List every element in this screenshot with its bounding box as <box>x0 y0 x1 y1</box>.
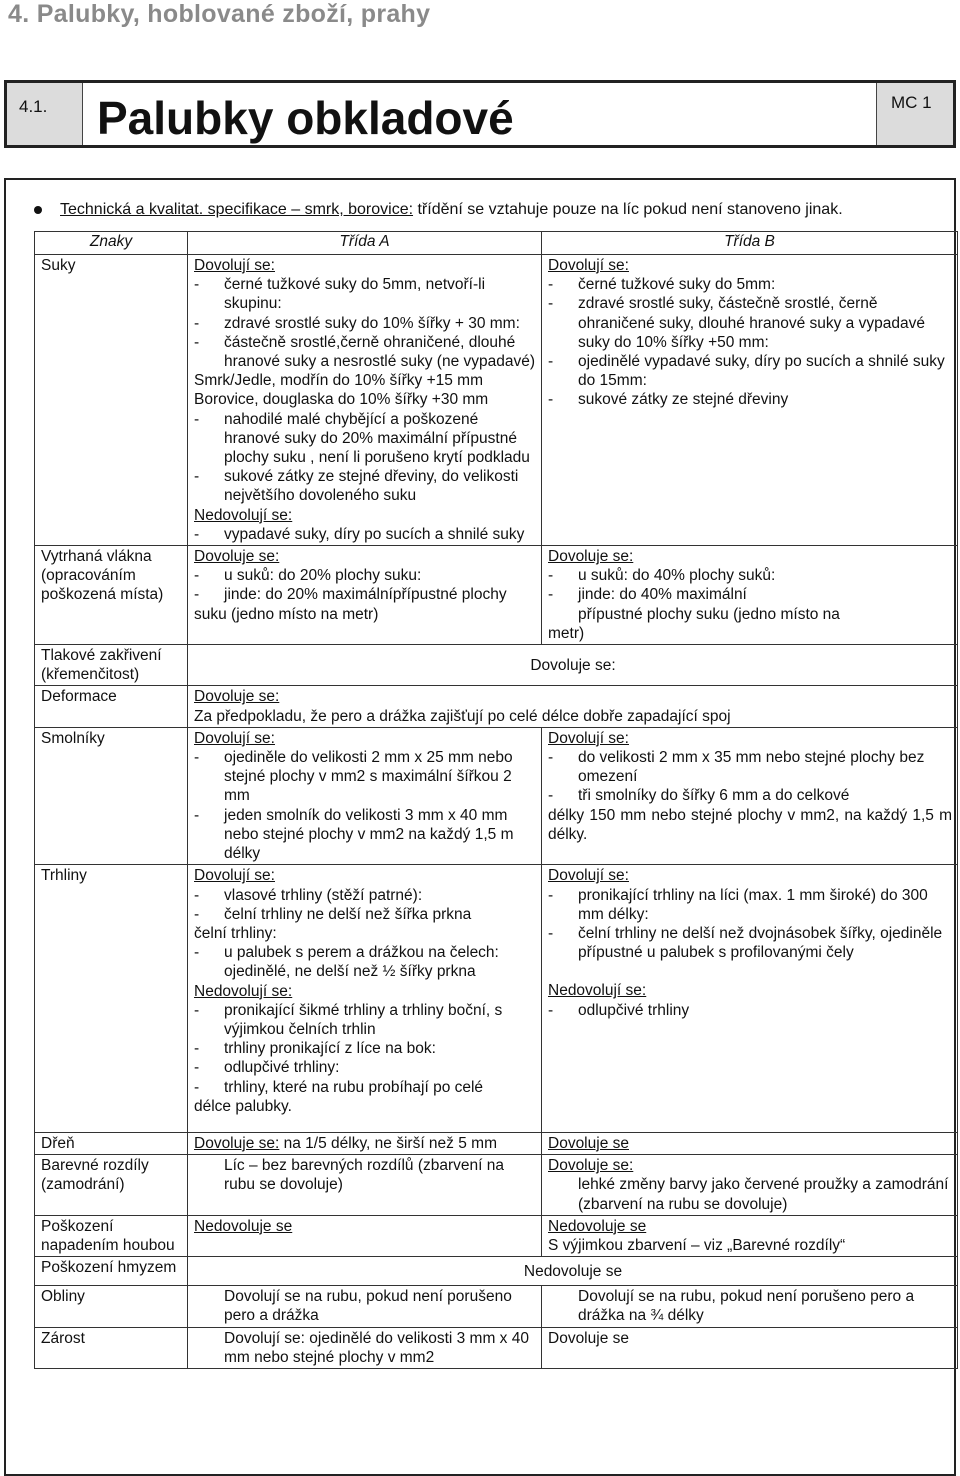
houby-a <box>188 1215 542 1256</box>
section-title: Palubky obkladové <box>83 83 877 145</box>
smolniky-b <box>542 727 958 864</box>
label: Dovolují se: <box>548 867 629 885</box>
vlakna-a <box>188 546 542 645</box>
list-item: - u suků: do 40% plochy suků: <box>548 566 952 585</box>
list-item: - trhliny, které na rubu probíhají po celé <box>194 1078 536 1097</box>
section-header <box>4 80 956 148</box>
label: Dovoluje se: <box>548 1157 634 1175</box>
label: Nedovolují se: <box>194 982 293 1000</box>
list-item: - u palubek s perem a drážkou na čelech: ojedinělé, ne delší než ½ šířky prkna <box>194 943 536 981</box>
name-suky: Suky <box>35 255 188 546</box>
suky-b <box>542 255 958 546</box>
bullet-dot <box>34 206 42 214</box>
list-item: - odlupčivé trhliny <box>548 1001 952 1020</box>
obliny-b <box>542 1286 958 1327</box>
name-houby: Poškození napadením houbou <box>35 1215 188 1256</box>
bullet-rest: třídění se vztahuje pouze na líc pokud není stanoveno jinak. <box>413 201 843 218</box>
list-item: - čelní trhliny ne delší než dvojnásobek šířky, ojediněle přípustné u palubek s profilovanými čely <box>548 924 952 962</box>
list-item: - u suků: do 20% plochy suku: <box>194 566 536 585</box>
obliny-a <box>188 1286 542 1327</box>
row-tlakove <box>35 645 958 686</box>
label: Dovolují se: <box>194 867 275 885</box>
text-line: na 1/5 délky, ne širší než 5 mm <box>279 1134 497 1152</box>
barevne-a <box>188 1155 542 1216</box>
label: Dovolují se: <box>548 729 629 747</box>
list-item: - do velikosti 2 mm x 35 mm nebo stejné plochy bez omezení <box>548 748 952 786</box>
label: Dovoluje se: <box>194 548 280 566</box>
list-item: - jinde: do 40% maximální <box>548 585 952 604</box>
row-smolniky <box>35 727 958 864</box>
list-item: - částečně srostlé,černě ohraničené, dlouhé hranové suky a nesrostlé suky (ne vypadavé) <box>194 333 536 371</box>
text-line: délky 150 mm nebo stejné plochy v mm2, na každý 1,5 m délky. <box>548 806 952 843</box>
zarost-b <box>542 1327 958 1368</box>
chapter-heading: 4. Palubky, hoblované zboží, prahy <box>8 0 431 28</box>
text-line: Líc – bez barevných rozdílů (zbarvení na rubu se dovoluje) <box>224 1157 505 1194</box>
deformace-ab <box>188 686 958 727</box>
row-houby <box>35 1215 958 1256</box>
text-line: Dovolují se na rubu, pokud není porušeno pero a drážka na ¾ délky <box>578 1288 915 1325</box>
list-item: - vlasové trhliny (stěží patrné): <box>194 886 536 905</box>
row-obliny <box>35 1286 958 1327</box>
row-hmyz <box>35 1257 958 1286</box>
list-item: - ojedinělé vypadavé suky, díry po sucích a shnilé suky do 15mm: <box>548 352 952 390</box>
name-barevne: Barevné rozdíly (zamodrání) <box>35 1155 188 1216</box>
label: Dovoluje se <box>548 1134 629 1152</box>
list-item: - sukové zátky ze stejné dřeviny, do velikosti největšího dovoleného suku <box>194 467 536 505</box>
row-dren <box>35 1132 958 1154</box>
houby-b <box>542 1215 958 1256</box>
smolniky-a <box>188 727 542 864</box>
label: Nedovoluje se <box>194 1217 293 1235</box>
label: Dovoluje se <box>194 1134 275 1152</box>
list-item: - černé tužkové suky do 5mm: <box>548 275 952 294</box>
text-line: Za předpokladu, že pero a drážka zajišťují po celé délce dobře zapadající spoj <box>194 707 731 725</box>
list-item: - jinde: do 20% maximálnípřípustné plochy <box>194 585 536 604</box>
bullet-underlined: Technická a kvalitat. specifikace – smrk, borovice: <box>60 201 414 218</box>
list-item: - pronikající šikmé trhliny a trhliny boční, s výjimkou čelních trhlin <box>194 1001 536 1039</box>
list-item: - vypadavé suky, díry po sucích a shnilé suky <box>194 525 536 544</box>
dren-b <box>542 1132 958 1154</box>
tlakove-ab: Dovoluje se: <box>188 645 958 686</box>
name-dren: Dřeň <box>35 1132 188 1154</box>
list-item: - černé tužkové suky do 5mm, netvoří-li skupinu: <box>194 275 536 313</box>
label: Nedovolují se: <box>194 506 293 524</box>
text-line: Smrk/Jedle, modřín do 10% šířky +15 mm <box>194 372 484 390</box>
text-line: lehké změny barvy jako červené proužky a zamodrání (zbarvení na rubu se dovoluje) <box>578 1176 949 1213</box>
list-item: - trhliny pronikající z líce na bok: <box>194 1039 536 1058</box>
label: Nedovoluje se <box>548 1217 647 1235</box>
table-header-row <box>35 232 958 255</box>
hmyz-ab: Nedovoluje se <box>188 1257 958 1286</box>
text-line: Dovolují se na rubu, pokud není porušeno pero a drážka <box>224 1288 512 1325</box>
vlakna-b <box>542 546 958 645</box>
text-line: přípustné plochy suku (jedno místo na <box>578 605 840 623</box>
spec-table <box>34 231 958 1369</box>
row-barevne <box>35 1155 958 1216</box>
label: Dovoluje se: <box>548 548 634 566</box>
name-deformace: Deformace <box>35 686 188 727</box>
name-tlakove: Tlakové zakřivení (křemenčitost) <box>35 645 188 686</box>
text-line: metr) <box>548 624 585 642</box>
trhliny-b <box>542 865 958 1133</box>
list-item: - pronikající trhliny na líci (max. 1 mm široké) do 300 mm délky: <box>548 886 952 924</box>
list-item: - odlupčivé trhliny: <box>194 1058 536 1077</box>
section-number: 4.1. <box>7 83 83 145</box>
label: Dovoluje se: <box>194 688 280 706</box>
row-deformace <box>35 686 958 727</box>
spec-bullet <box>34 201 843 219</box>
name-smolniky: Smolníky <box>35 727 188 864</box>
name-hmyz: Poškození hmyzem <box>35 1257 188 1286</box>
barevne-b <box>542 1155 958 1216</box>
text-line: Dovolují se: ojedinělé do velikosti 3 mm x 40 mm nebo stejné plochy v mm2 <box>224 1329 529 1366</box>
header-znaky: Znaky <box>35 232 188 255</box>
name-trhliny: Trhliny <box>35 865 188 1133</box>
text-line: Borovice, douglaska do 10% šířky +30 mm <box>194 391 489 409</box>
row-zarost <box>35 1327 958 1368</box>
row-vlakna <box>35 546 958 645</box>
row-suky <box>35 255 958 546</box>
name-zarost: Zárost <box>35 1327 188 1368</box>
list-item: - nahodilé malé chybějící a poškozené hranové suky do 20% maximální přípustné plochy suku , není li porušeno krytí podkladu <box>194 410 536 468</box>
text-line: suku (jedno místo na metr) <box>194 605 379 623</box>
header-trida-b: Třída B <box>542 232 958 255</box>
label: Dovolují se: <box>548 257 629 274</box>
name-vlakna: Vytrhaná vlákna (opracováním poškozená místa) <box>35 546 188 645</box>
dren-a: Dovoluje se: na 1/5 délky, ne širší než 5 mm <box>188 1132 542 1154</box>
list-item: - jeden smolník do velikosti 3 mm x 40 mm nebo stejné plochy v mm2 na každý 1,5 m délky <box>194 806 536 864</box>
suky-a <box>188 255 542 546</box>
zarost-a <box>188 1327 542 1368</box>
text-line: čelní trhliny: <box>194 924 277 942</box>
label: Dovoluje se <box>548 1329 629 1347</box>
list-item: - ojediněle do velikosti 2 mm x 25 mm nebo stejné plochy v mm2 s maximální šířkou 2 mm <box>194 748 536 806</box>
name-obliny: Obliny <box>35 1286 188 1327</box>
header-trida-a: Třída A <box>188 232 542 255</box>
list-item: - zdravé srostlé suky, částečně srostlé, černě ohraničené suky, dlouhé hranové suky a vypadavé suky do 10% šířky +50 mm: <box>548 294 952 352</box>
list-item: - zdravé srostlé suky do 10% šířky + 30 mm: <box>194 314 536 333</box>
list-item: - čelní trhliny ne delší než šířka prkna <box>194 905 536 924</box>
list-item: - tři smolníky do šířky 6 mm a do celkové <box>548 786 952 805</box>
row-trhliny <box>35 865 958 1133</box>
trhliny-a <box>188 865 542 1133</box>
section-code: MC 1 <box>891 93 932 112</box>
label: Nedovolují se: <box>548 982 647 1000</box>
label: Dovolují se: <box>194 729 275 747</box>
list-item: - sukové zátky ze stejné dřeviny <box>548 390 952 409</box>
text-line: délce palubky. <box>194 1097 292 1115</box>
text-line: S výjimkou zbarvení – viz „Barevné rozdíly“ <box>548 1236 846 1254</box>
label: Dovolují se: <box>194 257 275 274</box>
